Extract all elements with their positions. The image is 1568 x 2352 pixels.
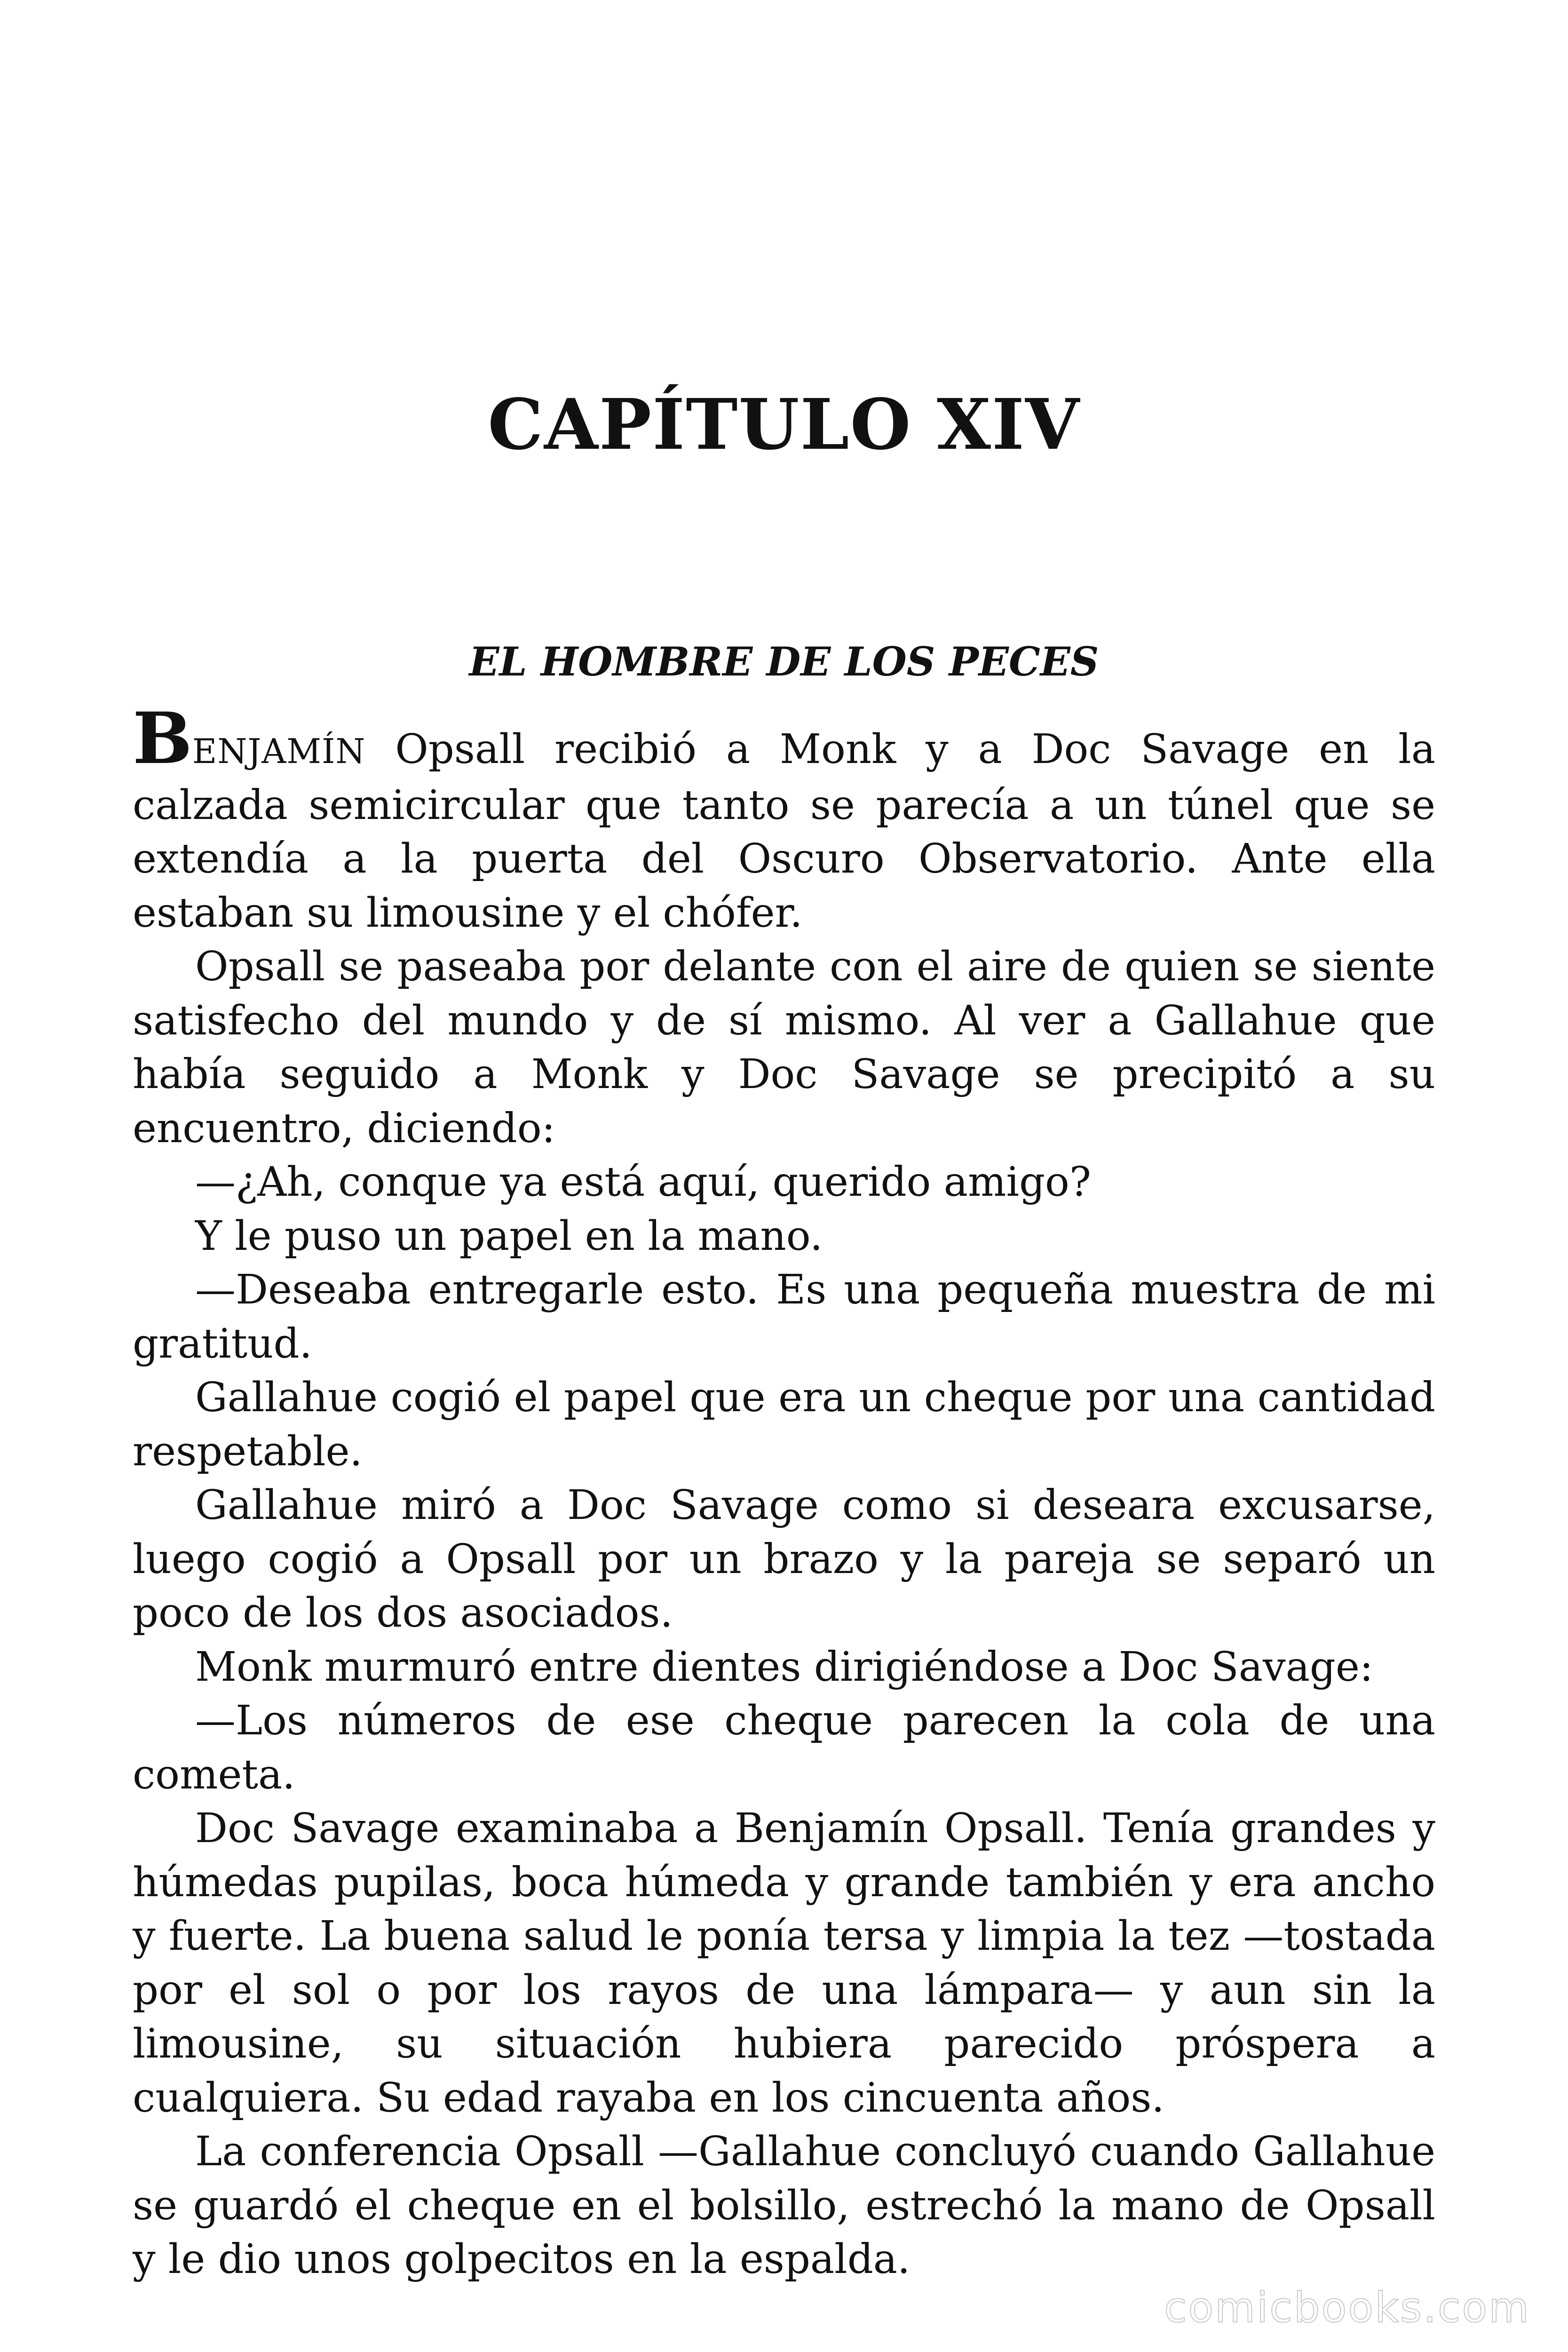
watermark: comicbooks.com [1164, 2283, 1530, 2332]
paragraph-3: —¿Ah, conque ya está aquí, querido amigo? [195, 1159, 1091, 1206]
paragraph-10: Doc Savage examinaba a Benjamín Opsall. Tenía grandes y húmedas pupilas, boca húmeda y grande también y era ancho y fuerte. La buena salud le ponía tersa y limpia la tez —tostada por el sol o por los rayos de una lámpara— y aun sin la limousine, su situación hubiera parecido próspera a cualquiera. Su edad rayaba en los cincuenta años. [133, 1805, 1435, 2122]
drop-initial: B [133, 697, 192, 780]
chapter-title: CAPÍTULO XIV [488, 383, 1080, 465]
paragraph-7: Gallahue miró a Doc Savage como si deseara excusarse, luego cogió a Opsall por un brazo y la pareja se separó un poco de los dos asociados. [133, 1482, 1435, 1637]
paragraph-11: La conferencia Opsall —Gallahue concluyó cuando Gallahue se guardó el cheque en el bolsillo, estrechó la mano de Opsall y le dio unos golpecitos en la espalda. [133, 2128, 1435, 2283]
paragraph-1 [133, 697, 1435, 940]
paragraph-2: Opsall se paseaba por delante con el aire de quien se siente satisfecho del mundo y de sí mismo. Al ver a Gallahue que había seguido a Monk y Doc Savage se precipitó a su encuentro, diciendo: [133, 943, 1435, 1152]
chapter-subtitle: EL HOMBRE DE LOS PECES [469, 638, 1099, 685]
paragraph-1-text: Opsall recibió a Monk y a Doc Savage en la calzada semicircular que tanto se parecía a un túnel que se extendía a la puerta del Oscuro Observatorio. Ante ella estaban su limousine y el chófer. [133, 726, 1435, 937]
paragraph-5: —Deseaba entregarle esto. Es una pequeña muestra de mi gratitud. [133, 1266, 1435, 1367]
paragraph-8: Monk murmuró entre dientes dirigiéndose a Doc Savage: [195, 1643, 1373, 1691]
paragraph-6: Gallahue cogió el papel que era un cheque por una cantidad respetable. [133, 1374, 1435, 1475]
chapter-body [133, 697, 1435, 2287]
paragraph-9: —Los números de ese cheque parecen la cola de una cometa. [133, 1697, 1435, 1798]
paragraph-4: Y le puso un papel en la mano. [195, 1212, 823, 1260]
lead-small-caps: ENJAMÍN [192, 731, 366, 771]
